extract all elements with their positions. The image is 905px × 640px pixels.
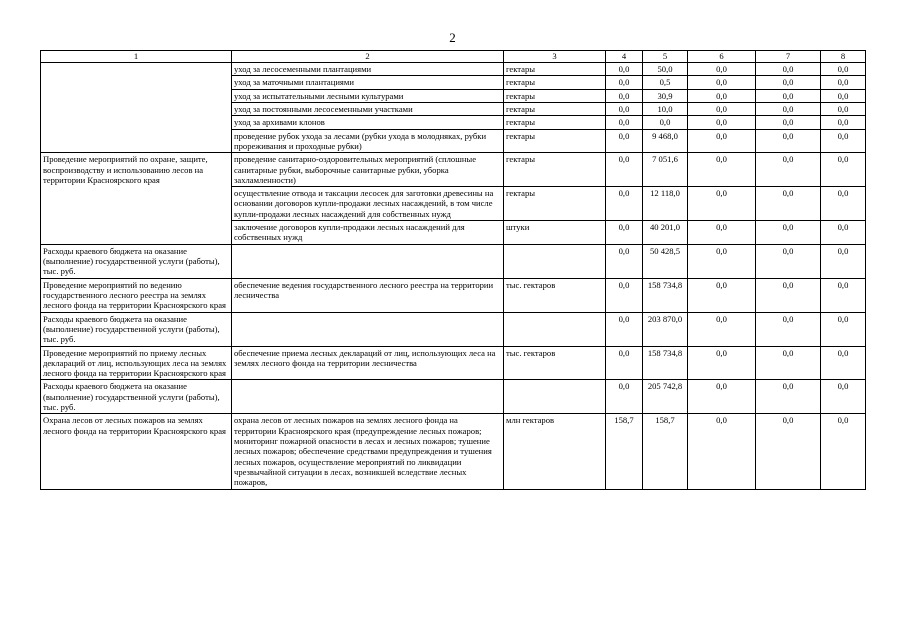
row-category-cell: Расходы краевого бюджета на оказание (выполнение) государственной услуги (работы), тыс. руб.	[41, 380, 232, 414]
row-unit-cell: гектары	[504, 63, 606, 76]
header-cell: 7	[756, 51, 821, 63]
row-value-cell: 0,0	[756, 221, 821, 245]
row-value-cell: 0,0	[606, 63, 643, 76]
row-value-cell: 0,0	[756, 89, 821, 102]
row-value-cell: 0,0	[606, 244, 643, 278]
table-row	[41, 244, 866, 278]
row-value-cell: 0,0	[821, 244, 866, 278]
row-value-cell: 0,0	[821, 278, 866, 312]
row-value-cell: 0,0	[756, 380, 821, 414]
row-activity-cell	[232, 380, 504, 414]
row-unit-cell	[504, 244, 606, 278]
data-table	[40, 50, 866, 490]
row-value-cell: 0,0	[688, 89, 756, 102]
row-value-cell: 0,0	[756, 278, 821, 312]
table-row	[41, 312, 866, 346]
row-value-cell: 0,0	[756, 116, 821, 129]
row-category-cell	[41, 63, 232, 153]
row-activity-cell: проведение рубок ухода за лесами (рубки ухода в молодняках, рубки прореживания и проходные рубки)	[232, 129, 504, 153]
row-value-cell: 158,7	[606, 414, 643, 489]
row-value-cell: 0,0	[821, 221, 866, 245]
row-value-cell: 0,0	[688, 153, 756, 187]
row-value-cell: 0,0	[821, 380, 866, 414]
row-unit-cell: гектары	[504, 76, 606, 89]
row-value-cell: 0,0	[821, 346, 866, 380]
row-value-cell: 0,0	[688, 380, 756, 414]
header-cell: 1	[41, 51, 232, 63]
row-value-cell: 0,0	[606, 129, 643, 153]
header-cell: 4	[606, 51, 643, 63]
row-value-cell: 50,0	[643, 63, 688, 76]
row-unit-cell: штуки	[504, 221, 606, 245]
row-activity-cell: обеспечение ведения государственного лесного реестра на территории лесничества	[232, 278, 504, 312]
row-value-cell: 0,0	[688, 116, 756, 129]
row-category-cell: Расходы краевого бюджета на оказание (выполнение) государственной услуги (работы), тыс. руб.	[41, 312, 232, 346]
row-value-cell: 0,0	[688, 187, 756, 221]
row-value-cell: 205 742,8	[643, 380, 688, 414]
row-unit-cell: гектары	[504, 102, 606, 115]
row-value-cell: 0,0	[688, 414, 756, 489]
row-value-cell: 0,0	[606, 221, 643, 245]
row-value-cell: 0,0	[606, 102, 643, 115]
row-value-cell: 0,0	[756, 102, 821, 115]
row-unit-cell: гектары	[504, 129, 606, 153]
row-activity-cell: заключение договоров купли-продажи лесных насаждений для собственных нужд	[232, 221, 504, 245]
row-value-cell: 158 734,8	[643, 346, 688, 380]
row-value-cell: 158 734,8	[643, 278, 688, 312]
table-row	[41, 380, 866, 414]
row-value-cell: 0,0	[688, 102, 756, 115]
row-value-cell: 0,0	[688, 63, 756, 76]
row-value-cell: 50 428,5	[643, 244, 688, 278]
row-activity-cell	[232, 312, 504, 346]
row-value-cell: 0,0	[606, 346, 643, 380]
row-value-cell: 0,0	[821, 76, 866, 89]
row-value-cell: 0,0	[688, 346, 756, 380]
page-number: 2	[449, 30, 456, 45]
row-value-cell: 0,0	[821, 102, 866, 115]
table-row	[41, 63, 866, 76]
header-row	[41, 51, 866, 63]
row-value-cell: 203 870,0	[643, 312, 688, 346]
row-activity-cell: обеспечение приема лесных деклараций от лиц, использующих леса на землях лесного фонда на территории лесничества	[232, 346, 504, 380]
row-category-cell: Проведение мероприятий по ведению государственного лесного реестра на землях лесного фонда на территории Красноярского края	[41, 278, 232, 312]
row-unit-cell: гектары	[504, 187, 606, 221]
row-category-cell: Проведение мероприятий по приему лесных деклараций от лиц, использующих леса на землях лесного фонда на территории Красноярского края	[41, 346, 232, 380]
row-value-cell: 0,0	[756, 312, 821, 346]
row-value-cell: 0,0	[606, 76, 643, 89]
row-unit-cell: тыс. гектаров	[504, 278, 606, 312]
row-value-cell: 30,9	[643, 89, 688, 102]
header-cell: 2	[232, 51, 504, 63]
row-value-cell: 0,0	[688, 312, 756, 346]
row-value-cell: 0,0	[688, 76, 756, 89]
table-row	[41, 153, 866, 187]
row-value-cell: 0,0	[606, 153, 643, 187]
row-value-cell: 9 468,0	[643, 129, 688, 153]
row-activity-cell: уход за постоянными лесосеменными участками	[232, 102, 504, 115]
row-value-cell: 0,0	[821, 187, 866, 221]
row-unit-cell	[504, 312, 606, 346]
row-category-cell: Проведение мероприятий по охране, защите, воспроизводству и использованию лесов на территории Красноярского края	[41, 153, 232, 245]
row-value-cell: 0,0	[756, 187, 821, 221]
table-row	[41, 414, 866, 489]
row-value-cell: 0,0	[688, 221, 756, 245]
row-unit-cell	[504, 380, 606, 414]
row-unit-cell: гектары	[504, 153, 606, 187]
row-activity-cell: уход за лесосеменными плантациями	[232, 63, 504, 76]
row-unit-cell: гектары	[504, 89, 606, 102]
row-value-cell: 0,0	[821, 63, 866, 76]
row-value-cell: 0,0	[756, 153, 821, 187]
row-value-cell: 0,5	[643, 76, 688, 89]
row-category-cell: Расходы краевого бюджета на оказание (выполнение) государственной услуги (работы), тыс. руб.	[41, 244, 232, 278]
row-value-cell: 0,0	[821, 414, 866, 489]
header-cell: 6	[688, 51, 756, 63]
row-activity-cell: уход за архивами клонов	[232, 116, 504, 129]
row-value-cell: 0,0	[606, 89, 643, 102]
row-value-cell: 0,0	[756, 63, 821, 76]
row-value-cell: 0,0	[606, 116, 643, 129]
row-value-cell: 0,0	[821, 153, 866, 187]
row-value-cell: 0,0	[606, 278, 643, 312]
row-unit-cell: тыс. гектаров	[504, 346, 606, 380]
row-unit-cell: млн гектаров	[504, 414, 606, 489]
row-value-cell: 0,0	[606, 187, 643, 221]
row-value-cell: 0,0	[756, 244, 821, 278]
row-value-cell: 0,0	[756, 76, 821, 89]
row-value-cell: 0,0	[821, 312, 866, 346]
row-activity-cell: осуществление отвода и таксации лесосек для заготовки древесины на основании договоров купли-продажи лесных насаждений, в том числе купли-продажи лесных насаждений для собственных нужд	[232, 187, 504, 221]
row-value-cell: 7 051,6	[643, 153, 688, 187]
row-category-cell: Охрана лесов от лесных пожаров на землях лесного фонда на территории Красноярского края	[41, 414, 232, 489]
row-activity-cell	[232, 244, 504, 278]
row-activity-cell: уход за испытательными лесными культурами	[232, 89, 504, 102]
row-value-cell: 0,0	[821, 129, 866, 153]
row-value-cell: 40 201,0	[643, 221, 688, 245]
row-value-cell: 0,0	[688, 244, 756, 278]
row-value-cell: 0,0	[606, 380, 643, 414]
row-value-cell: 0,0	[756, 414, 821, 489]
row-value-cell: 0,0	[821, 116, 866, 129]
row-value-cell: 0,0	[756, 346, 821, 380]
row-value-cell: 0,0	[688, 129, 756, 153]
row-activity-cell: охрана лесов от лесных пожаров на землях лесного фонда на территории Красноярского края (предупреждение лесных пожаров; мониторинг пожарной опасности в лесах и лесных пожаров; тушение лесных пожаров; обеспечение средствами предупреждения и тушения лесных пожаров, осуществление мероприятий по ликвидации чрезвычайной ситуации в лесах, возникшей вследствие лесных пожаров,	[232, 414, 504, 489]
row-activity-cell: проведение санитарно-оздоровительных мероприятий (сплошные санитарные рубки, выборочные санитарные рубки, уборка захламленности)	[232, 153, 504, 187]
row-unit-cell: гектары	[504, 116, 606, 129]
row-value-cell: 0,0	[756, 129, 821, 153]
row-value-cell: 0,0	[643, 116, 688, 129]
header-cell: 8	[821, 51, 866, 63]
row-activity-cell: уход за маточными плантациями	[232, 76, 504, 89]
row-value-cell: 10,0	[643, 102, 688, 115]
row-value-cell: 0,0	[606, 312, 643, 346]
table-row	[41, 346, 866, 380]
header-cell: 5	[643, 51, 688, 63]
row-value-cell: 12 118,0	[643, 187, 688, 221]
row-value-cell: 0,0	[688, 278, 756, 312]
header-cell: 3	[504, 51, 606, 63]
table-row	[41, 278, 866, 312]
row-value-cell: 158,7	[643, 414, 688, 489]
row-value-cell: 0,0	[821, 89, 866, 102]
